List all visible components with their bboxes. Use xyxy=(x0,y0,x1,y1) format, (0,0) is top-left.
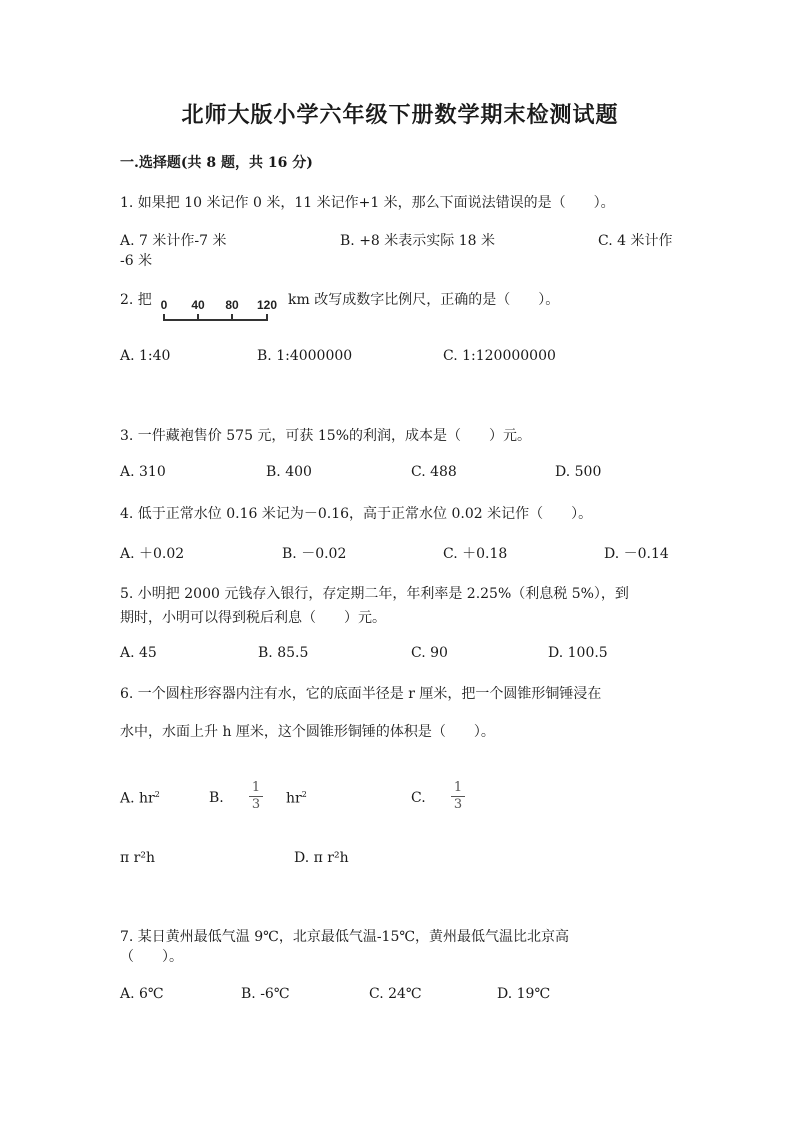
question-6-line-1: 6. 一个圆柱形容器内注有水，它的底面半径是 r 厘米，把一个圆锥形铜锤浸在 xyxy=(120,686,602,702)
q6-option-c-fraction: 1 3 xyxy=(451,781,465,812)
q5-option-c: C. 90 xyxy=(411,645,448,661)
question-1: 1. 如果把 10 米记作 0 米，11 米记作+1 米，那么下面说法错误的是（ ）。 xyxy=(120,195,615,211)
q1-option-c: C. 4 米计作 xyxy=(598,233,673,249)
page-title: 北师大版小学六年级下册数学期末检测试题 xyxy=(181,102,619,128)
q5-option-b: B. 85.5 xyxy=(258,645,309,661)
question-4: 4. 低于正常水位 0.16 米记为－0.16，高于正常水位 0.02 米记作（ ）。 xyxy=(120,506,593,522)
q6-option-c-label: C. xyxy=(411,790,426,806)
question-7-line-2: （ ）。 xyxy=(120,949,183,965)
q6-option-a: A. $hr^2$ xyxy=(120,790,160,807)
q4-option-d: D. －0.14 xyxy=(604,546,669,562)
q6-option-c-continued: π r²h xyxy=(120,850,155,866)
scale-bar-figure xyxy=(156,296,288,326)
q7-option-d: D. 19℃ xyxy=(497,986,551,1002)
question-2-prefix: 2. 把 xyxy=(120,292,152,308)
q4-option-c: C. ＋0.18 xyxy=(443,546,508,562)
question-5-line-2: 期时，小明可以得到税后利息（ ）元。 xyxy=(120,610,386,626)
q6-option-b-fraction: 1 3 xyxy=(249,781,263,812)
q6-option-d: D. π r²h xyxy=(294,850,349,866)
q6-option-b-tail: $hr^2$ xyxy=(286,790,307,807)
q5-option-a: A. 45 xyxy=(120,645,157,661)
scale-tick-label: 120 xyxy=(256,298,278,312)
q5-option-d: D. 100.5 xyxy=(548,645,608,661)
question-7-line-1: 7. 某日黄州最低气温 9℃，北京最低气温-15℃，黄州最低气温比北京高 xyxy=(120,929,570,945)
q2-option-c: C. 1:120000000 xyxy=(443,348,556,364)
q1-option-c-continued: -6 米 xyxy=(120,253,153,269)
q2-option-a: A. 1:40 xyxy=(120,348,171,364)
section-heading: 一.选择题(共 8 题，共 16 分) xyxy=(120,155,313,171)
q4-option-a: A. ＋0.02 xyxy=(120,546,185,562)
question-5-line-1: 5. 小明把 2000 元钱存入银行，存定期二年，年利率是 2.25%（利息税 5%），到 xyxy=(120,586,629,602)
q4-option-b: B. －0.02 xyxy=(282,546,347,562)
question-3: 3. 一件藏袍售价 575 元，可获 15%的利润，成本是（ ）元。 xyxy=(120,428,531,444)
scale-tick-label: 0 xyxy=(160,298,168,312)
q3-option-a: A. 310 xyxy=(120,464,166,480)
q3-option-b: B. 400 xyxy=(266,464,312,480)
q6-option-b-label: B. xyxy=(209,790,224,806)
q3-option-c: C. 488 xyxy=(411,464,457,480)
scale-tick-label: 40 xyxy=(191,298,205,312)
q3-option-d: D. 500 xyxy=(555,464,602,480)
scale-tick-label: 80 xyxy=(225,298,239,312)
q2-option-b: B. 1:4000000 xyxy=(257,348,353,364)
q7-option-c: C. 24℃ xyxy=(369,986,422,1002)
q1-option-b: B. +8 米表示实际 18 米 xyxy=(340,233,495,249)
q7-option-a: A. 6℃ xyxy=(120,986,164,1002)
question-6-line-2: 水中，水面上升 h 厘米，这个圆锥形铜锤的体积是（ ）。 xyxy=(120,724,495,740)
q7-option-b: B. -6℃ xyxy=(241,986,290,1002)
question-2-suffix: km 改写成数字比例尺，正确的是（ ）。 xyxy=(288,292,560,308)
q1-option-a: A. 7 米计作-7 米 xyxy=(120,233,227,249)
